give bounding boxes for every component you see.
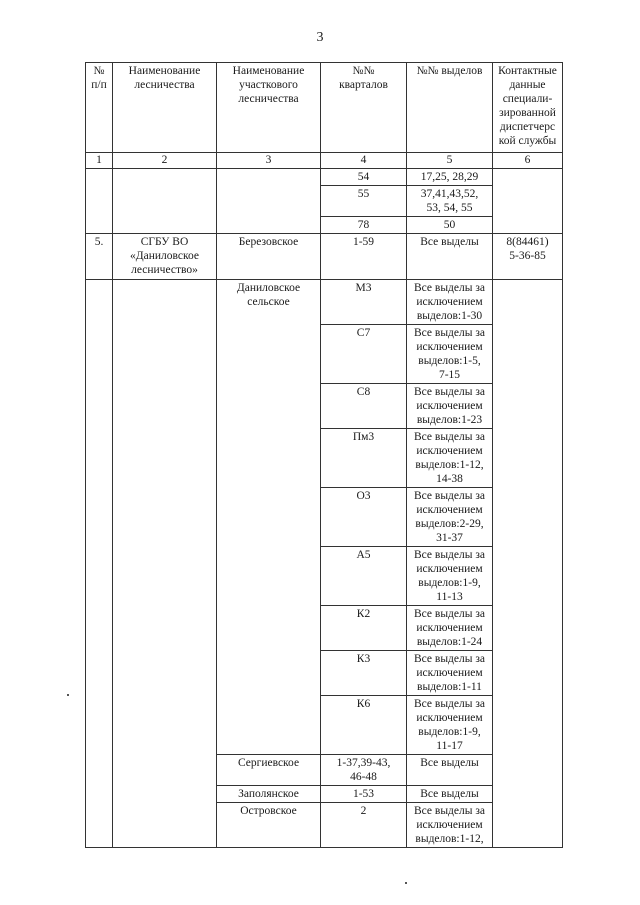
uchastok-cell: Островское — [217, 803, 321, 848]
uchastok-cell: Даниловское сельское — [217, 280, 321, 755]
page-number: 3 — [316, 30, 324, 45]
vydely-cell: 37,41,43,52, 53, 54, 55 — [407, 186, 493, 217]
column-number: 5 — [407, 153, 493, 169]
vydely-cell: 50 — [407, 217, 493, 234]
kvartal-cell: О3 — [321, 488, 407, 547]
vydely-cell: 17,25, 28,29 — [407, 169, 493, 186]
kvartal-cell: 1-53 — [321, 786, 407, 803]
vydely-cell: Все выделы — [407, 234, 493, 280]
header-num: № п/п — [86, 63, 113, 153]
column-number: 4 — [321, 153, 407, 169]
scan-speck — [67, 694, 69, 696]
vydely-cell: Все выделы за исключением выделов:1-12, 14-38 — [407, 429, 493, 488]
forestry-table — [85, 62, 563, 848]
kvartal-cell: 1-59 — [321, 234, 407, 280]
kvartal-cell: 54 — [321, 169, 407, 186]
empty-cell — [86, 169, 113, 234]
empty-cell — [217, 169, 321, 234]
table-row — [86, 234, 563, 280]
uchastok-cell: Заполянское — [217, 786, 321, 803]
kvartal-cell: 1-37,39-43, 46-48 — [321, 755, 407, 786]
kvartal-cell: К2 — [321, 606, 407, 651]
empty-cell — [113, 280, 217, 848]
header-kvartaly: №№ кварталов — [321, 63, 407, 153]
column-numbers-row — [86, 153, 563, 169]
table-row — [86, 280, 563, 325]
vydely-cell: Все выделы за исключением выделов:1-9, 11-13 — [407, 547, 493, 606]
header-vydely: №№ выделов — [407, 63, 493, 153]
vydely-cell: Все выделы — [407, 755, 493, 786]
header-lesnichestvo: Наименование лесничества — [113, 63, 217, 153]
kontakt-cell: 8(84461) 5-36-85 — [493, 234, 563, 280]
uchastok-cell: Сергиевское — [217, 755, 321, 786]
empty-cell — [493, 280, 563, 848]
header-kontakt: Контактные данные специали- зированной диспетчерс кой службы — [493, 63, 563, 153]
vydely-cell: Все выделы за исключением выделов:2-29, 31-37 — [407, 488, 493, 547]
kvartal-cell: К6 — [321, 696, 407, 755]
kvartal-cell: 55 — [321, 186, 407, 217]
empty-cell — [493, 169, 563, 234]
vydely-cell: Все выделы за исключением выделов:1-24 — [407, 606, 493, 651]
kvartal-cell: К3 — [321, 651, 407, 696]
scan-speck — [405, 882, 407, 884]
table-row — [86, 169, 563, 186]
vydely-cell: Все выделы за исключением выделов:1-23 — [407, 384, 493, 429]
header-uchastok: Наименование участкового лесничества — [217, 63, 321, 153]
column-number: 6 — [493, 153, 563, 169]
kvartal-cell: М3 — [321, 280, 407, 325]
column-number: 2 — [113, 153, 217, 169]
vydely-cell: Все выделы за исключением выделов:1-11 — [407, 651, 493, 696]
kvartal-cell: А5 — [321, 547, 407, 606]
vydely-cell: Все выделы за исключением выделов:1-9, 11-17 — [407, 696, 493, 755]
kvartal-cell: С7 — [321, 325, 407, 384]
uchastok-cell: Березовское — [217, 234, 321, 280]
header-row — [86, 63, 563, 153]
vydely-cell: Все выделы за исключением выделов:1-30 — [407, 280, 493, 325]
empty-cell — [86, 280, 113, 848]
empty-cell — [113, 169, 217, 234]
kvartal-cell: 2 — [321, 803, 407, 848]
vydely-cell: Все выделы — [407, 786, 493, 803]
lesnichestvo-cell: СГБУ ВО «Даниловское лесничество» — [113, 234, 217, 280]
vydely-cell: Все выделы за исключением выделов:1-12, — [407, 803, 493, 848]
entry-number: 5. — [86, 234, 113, 280]
column-number: 1 — [86, 153, 113, 169]
kvartal-cell: 78 — [321, 217, 407, 234]
kvartal-cell: Пм3 — [321, 429, 407, 488]
kvartal-cell: С8 — [321, 384, 407, 429]
column-number: 3 — [217, 153, 321, 169]
vydely-cell: Все выделы за исключением выделов:1-5, 7-15 — [407, 325, 493, 384]
